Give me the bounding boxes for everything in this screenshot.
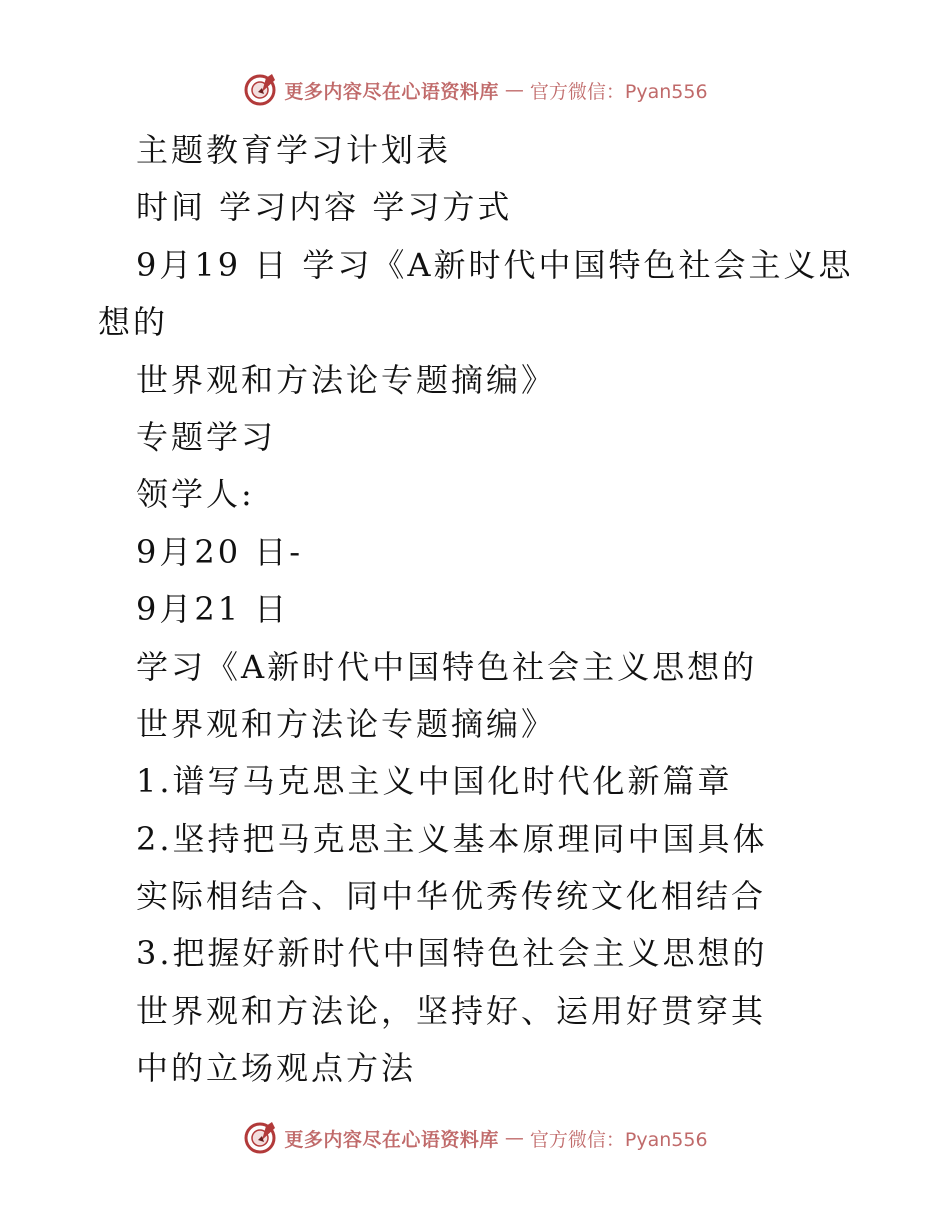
footer-banner [0, 1118, 950, 1158]
text-line: 世界观和方法论专题摘编》 [136, 360, 557, 399]
list-item: 1.谱写马克思主义中国化时代化新篇章 [136, 762, 733, 801]
banner-wechat: 官方微信：Pyan556 [529, 80, 708, 103]
document-title: 主题教育学习计划表 [136, 131, 452, 169]
banner-text: 更多内容尽在心语资料库 [284, 80, 499, 103]
text-line: 9月21 日 [136, 590, 290, 629]
banner-text: 更多内容尽在心语资料库 [284, 1128, 499, 1151]
text-line: 想的 [98, 303, 169, 342]
text-line: 专题学习 [136, 417, 277, 456]
text-line: 世界观和方法论，坚持好、运用好贯穿其 [136, 991, 767, 1030]
text-line: 世界观和方法论专题摘编》 [136, 704, 557, 743]
list-item: 3.把握好新时代中国特色社会主义思想的 [136, 934, 768, 973]
banner-separator: — [504, 1127, 524, 1149]
pen-nib-logo-icon [242, 72, 278, 108]
list-item: 2.坚持把马克思主义基本原理同中国具体 [136, 819, 768, 858]
text-line: 实际相结合、同中华优秀传统文化相结合 [136, 877, 767, 916]
pen-nib-logo-icon [242, 1120, 278, 1156]
header-banner [0, 70, 950, 110]
table-header-line: 时间 学习内容 学习方式 [136, 188, 513, 227]
text-line: 9月20 日- [136, 532, 304, 571]
text-line: 中的立场观点方法 [136, 1049, 417, 1088]
banner-wechat: 官方微信：Pyan556 [529, 1128, 708, 1151]
banner-separator: — [504, 79, 524, 101]
document-body [98, 122, 898, 1098]
text-line: 学习《A新时代中国特色社会主义思想的 [136, 647, 758, 686]
text-line: 9月19 日 学习《A新时代中国特色社会主义思 [136, 245, 854, 284]
text-line: 领学人: [136, 475, 255, 514]
